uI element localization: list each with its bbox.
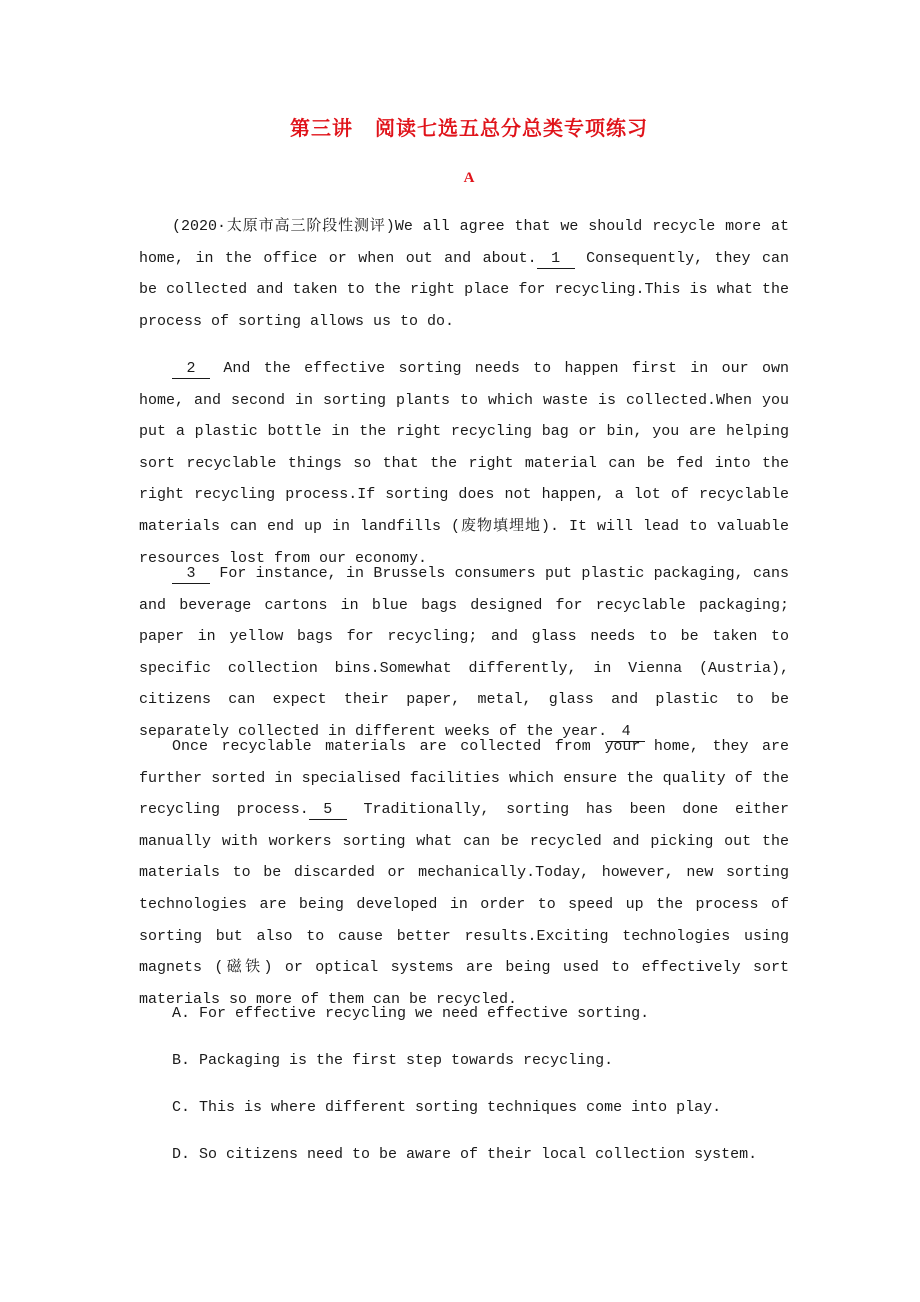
paragraph-3 <box>139 558 789 748</box>
paragraph-2 <box>139 353 789 574</box>
paragraph-text: Once recyclable materials are collected from your home, they are further sorted in specialised facilities which ensure the quality of the recycling process. <box>139 738 789 819</box>
blank-4[interactable]: 4 <box>607 723 645 742</box>
option-c: C. This is where different sorting techniques come into play. <box>172 1099 722 1116</box>
section-label: A <box>463 170 475 186</box>
paragraph-text: Consequently, they can be collected and taken to the right place for recycling.This is what the process of sorting allows us to do. <box>139 249 789 330</box>
source-citation: (2020·太原市高三阶段性测评) <box>172 218 395 235</box>
option-d: D. So citizens need to be aware of their local collection system. <box>172 1146 758 1163</box>
blank-3[interactable]: 3 <box>172 565 210 584</box>
paragraph-text: Traditionally, sorting has been done either manually with workers sorting what can be recycled and picking out the materials to be discarded or mechanically.Today, however, new sorting technologies are being developed in order to speed up the process of sorting but also to cause better results.Exciting technologies using magnets (磁铁) or optical systems are being used to effectively sort materials so more of them can be recycled. <box>139 801 789 1008</box>
blank-2[interactable]: 2 <box>172 360 210 379</box>
paragraph-4 <box>139 731 789 1015</box>
title-topic: 阅读七选五总分总类专项练习 <box>375 116 648 140</box>
blank-1[interactable]: 1 <box>537 250 575 269</box>
title-lecture: 第三讲 <box>290 116 353 140</box>
option-a: A. For effective recycling we need effective sorting. <box>172 1005 650 1022</box>
paragraph-text: We all agree that we should recycle more at home, in the office or when out and about. <box>139 218 789 267</box>
paragraph-1 <box>139 211 789 337</box>
option-b: B. Packaging is the first step towards recycling. <box>172 1052 614 1069</box>
blank-5[interactable]: 5 <box>309 801 347 820</box>
paragraph-text: And the effective sorting needs to happen first in our own home, and second in sorting plants to which waste is collected.When you put a plastic bottle in the right recycling bag or bin, you are helping sort recyclable things so that the right material can be fed into the right recycling process.If sorting does not happen, a lot of recyclable materials can end up in landfills (废物填埋地). It will lead to valuable resources lost from our economy. <box>139 360 789 567</box>
paragraph-text: For instance, in Brussels consumers put plastic packaging, cans and beverage cartons in blue bags designed for recyclable packaging; paper in yellow bags for recycling; and glass needs to be taken to specific collection bins.Somewhat differently, in Vienna (Austria), citizens can expect their paper, metal, glass and plastic to be separately collected in different weeks of the year. <box>139 565 789 740</box>
page-title <box>139 112 799 141</box>
